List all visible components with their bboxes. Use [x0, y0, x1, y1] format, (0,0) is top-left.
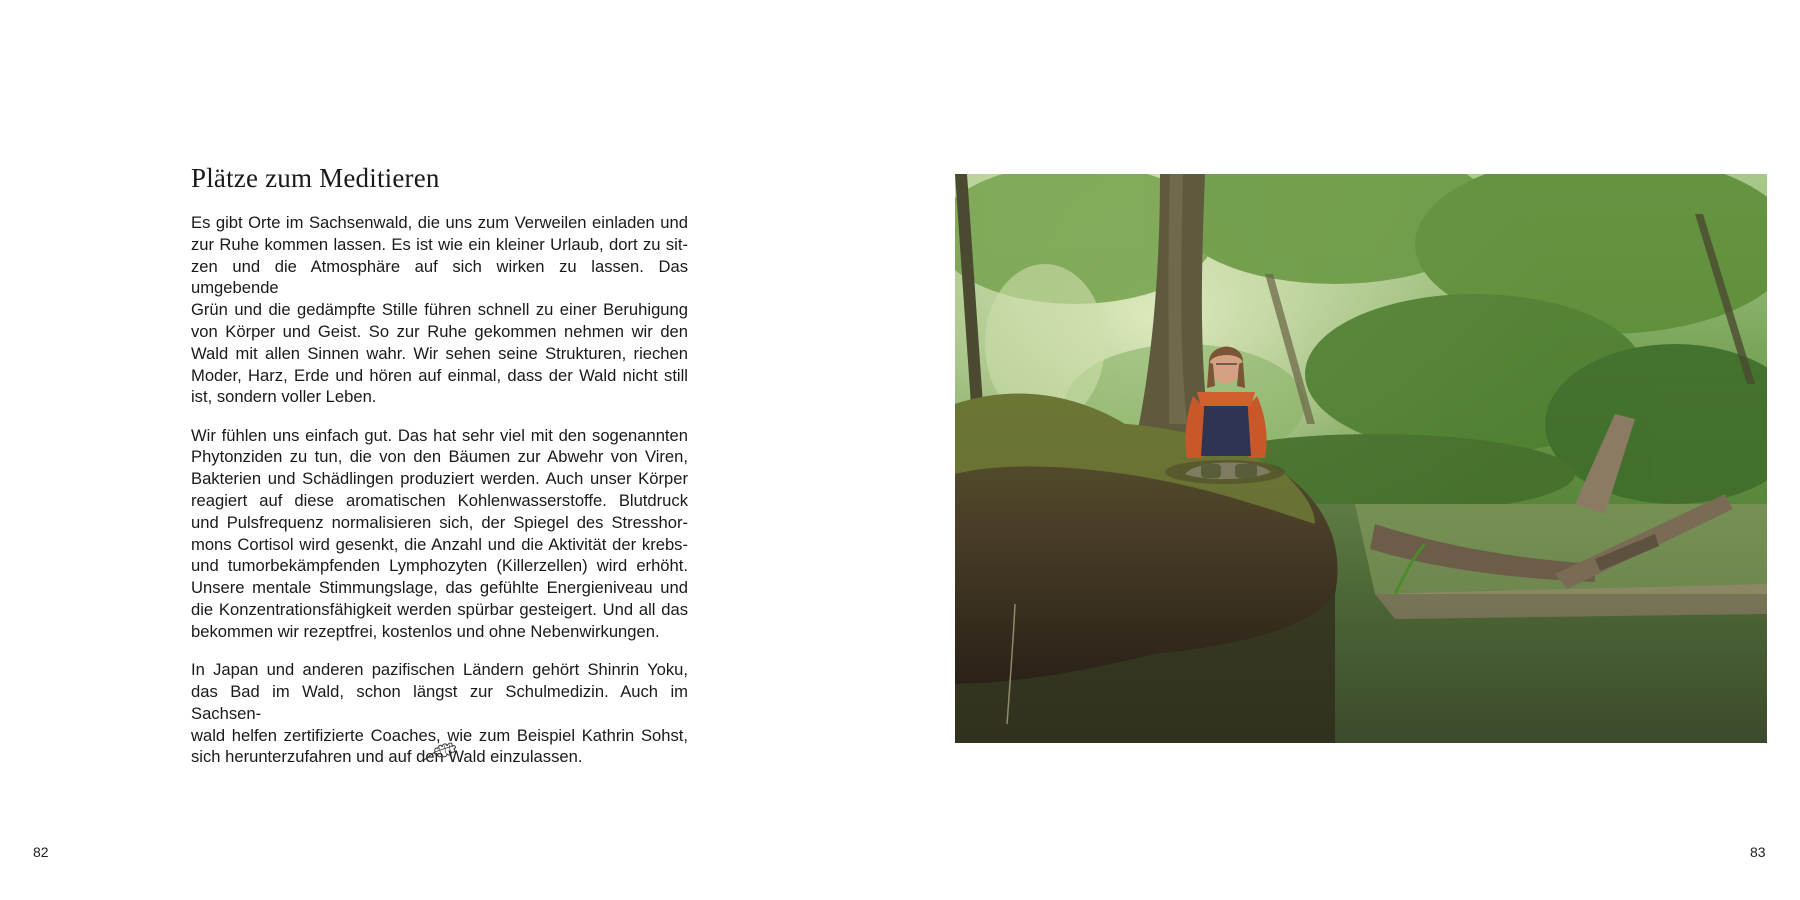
- oak-leaf-icon: [421, 736, 459, 762]
- text-line: reagiert auf diese aromatischen Kohlenwasserstoffe. Blutdruck: [191, 491, 688, 511]
- body-text: [191, 212, 688, 785]
- text-line: mons Cortisol wird gesenkt, die Anzahl und die Aktivität der krebs-: [191, 534, 688, 554]
- text-line: Grün und die gedämpfte Stille führen schnell zu einer Beruhigung: [191, 300, 688, 320]
- text-line: wald helfen zertifizierte Coaches, wie zum Beispiel Kathrin Sohst,: [191, 725, 688, 745]
- text-line: In Japan und anderen pazifischen Ländern gehört Shinrin Yoku,: [191, 660, 688, 680]
- text-line: die Konzentrationsfähigkeit werden spürbar gesteigert. Und all das: [191, 600, 688, 620]
- paragraph-2: [191, 425, 688, 643]
- paragraph-1: [191, 212, 688, 408]
- text-line: zen und die Atmosphäre auf sich wirken zu lassen. Das umgebende: [191, 256, 688, 298]
- text-line: Phytonziden zu tun, die von den Bäumen zur Abwehr von Viren,: [191, 447, 688, 467]
- text-line: Wald mit allen Sinnen wahr. Wir sehen seine Strukturen, riechen: [191, 343, 688, 363]
- page-heading: Plätze zum Meditieren: [191, 163, 440, 193]
- text-line: Wir fühlen uns einfach gut. Das hat sehr viel mit den sogenannten: [191, 425, 688, 445]
- text-line: Bakterien und Schädlingen produziert werden. Auch unser Körper: [191, 469, 688, 489]
- text-line: von Körper und Geist. So zur Ruhe gekommen nehmen wir den: [191, 321, 688, 341]
- text-line: bekommen wir rezeptfrei, kostenlos und ohne Nebenwirkungen.: [191, 621, 660, 641]
- text-line: Unsere mentale Stimmungslage, das gefühlte Energieniveau und: [191, 578, 688, 598]
- text-line: und Pulsfrequenz normalisieren sich, der Spiegel des Stresshor-: [191, 512, 688, 532]
- text-line: ist, sondern voller Leben.: [191, 387, 377, 407]
- forest-stream-meditation-photo: [955, 174, 1767, 743]
- text-line: sich herunterzufahren und auf den Wald einzulassen.: [191, 747, 583, 767]
- page-number-left: 82: [33, 844, 49, 860]
- text-line: das Bad im Wald, schon längst zur Schulmedizin. Auch im Sachsen-: [191, 681, 688, 723]
- text-line: Es gibt Orte im Sachsenwald, die uns zum Verweilen einladen und: [191, 213, 688, 232]
- text-line: und tumorbekämpfenden Lymphozyten (Killerzellen) wird erhöht.: [191, 556, 688, 576]
- text-line: Moder, Harz, Erde und hören auf einmal, dass der Wald nicht still: [191, 365, 688, 385]
- text-line: zur Ruhe kommen lassen. Es ist wie ein kleiner Urlaub, dort zu sit-: [191, 234, 688, 254]
- page-number-right: 83: [1750, 844, 1766, 860]
